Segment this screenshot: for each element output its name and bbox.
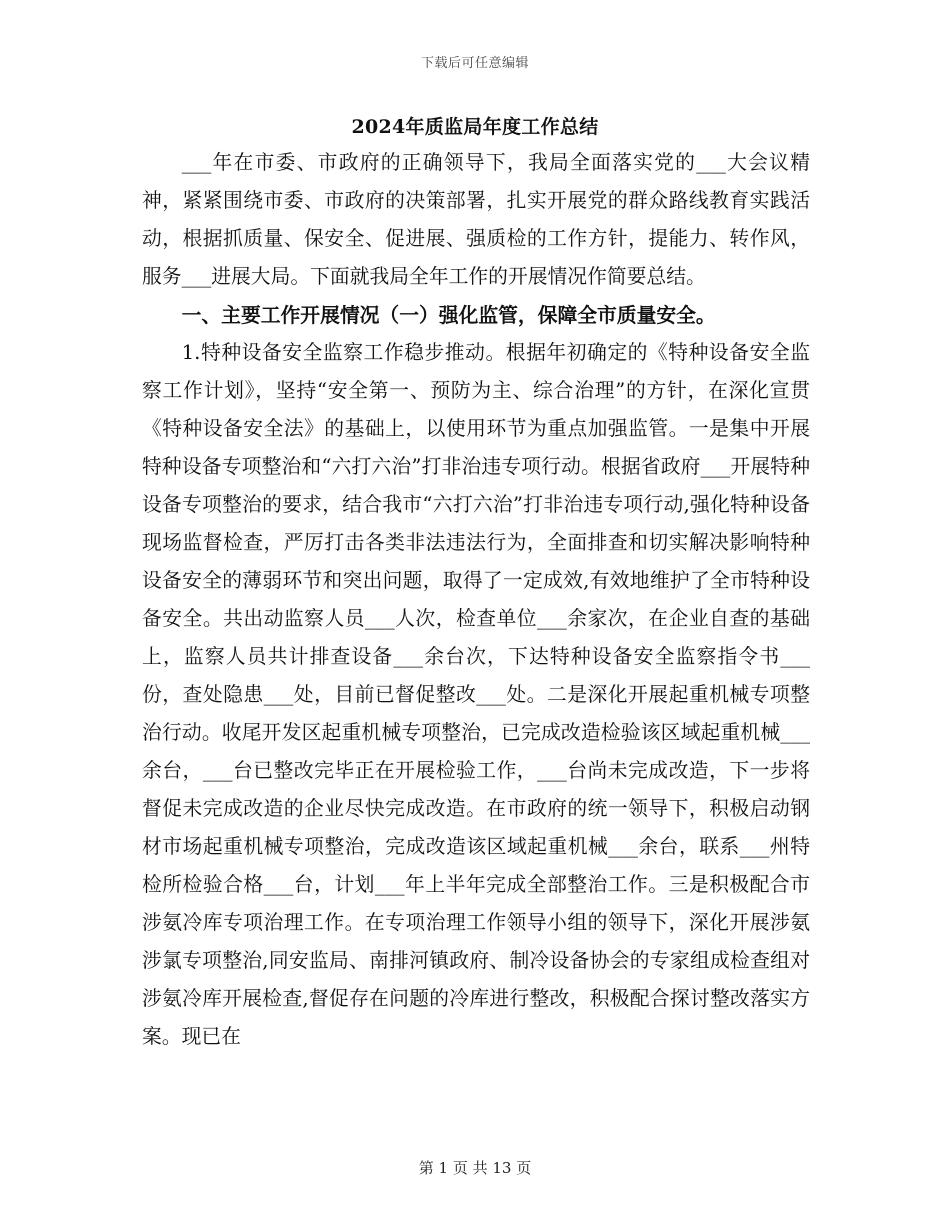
body-paragraph: 1.特种设备安全监察工作稳步推动。根据年初确定的《特种设备安全监察工作计划》，坚持“安全第一、预防为主、综合治理”的方针，在深化宣贯《特种设备安全法》的基础上，以使用环节为重点加强监管。一是集中开展特种设备专项整治和“六打六治”打非治违专项行动。根据省政府___开展特种设备专项整治的要求，结合我市“六打六治”打非治违专项行动,强化特种设备现场监督检查，严厉打击各类非法违法行为，全面排查和切实解决影响特种设备安全的薄弱环节和突出问题，取得了一定成效,有效地维护了全市特种设备安全。共出动监察人员___人次，检查单位___余家次，在企业自查的基础上，监察人员共计排查设备___余台次，下达特种设备安全监察指令书___份，查处隐患___处，目前已督促整改___处。二是深化开展起重机械专项整治行动。收尾开发区起重机械专项整治，已完成改造检验该区域起重机械___余台，___台已整改完毕正在开展检验工作，___台尚未完成改造，下一步将督促未完成改造的企业尽快完成改造。在市政府的统一领导下，积极启动钢材市场起重机械专项整治，完成改造该区域起重机械___余台，联系___州特检所检验合格___台，计划___年上半年完成全部整治工作。三是积极配合市涉氨冷库专项治理工作。在专项治理工作领导小组的领导下，深化开展涉氨涉氯专项整治,同安监局、南排河镇政府、制冷设备协会的专家组成检查组对涉氨冷库开展检查,督促存在问题的冷库进行整改，积极配合探讨整改落实方案。现已在 <box>142 341 810 1048</box>
document-body <box>142 144 810 1056</box>
section-heading: 一、主要工作开展情况（一）强化监管，保障全市质量安全。 <box>181 303 716 327</box>
document-title: 2024年质监局年度工作总结 <box>351 116 599 138</box>
page-header-note: 下载后可任意编辑 <box>420 56 529 71</box>
page-number-footer: 第 1 页 共 13 页 <box>418 1159 532 1177</box>
intro-paragraph: ___年在市委、市政府的正确领导下，我局全面落实党的___大会议精神，紧紧围绕市委、市政府的决策部署，扎实开展党的群众路线教育实践活动，根据抓质量、保安全、促进展、强质检的工作方针，提能力、转作风，服务___进展大局。下面就我局全年工作的开展情况作简要总结。 <box>142 151 810 288</box>
